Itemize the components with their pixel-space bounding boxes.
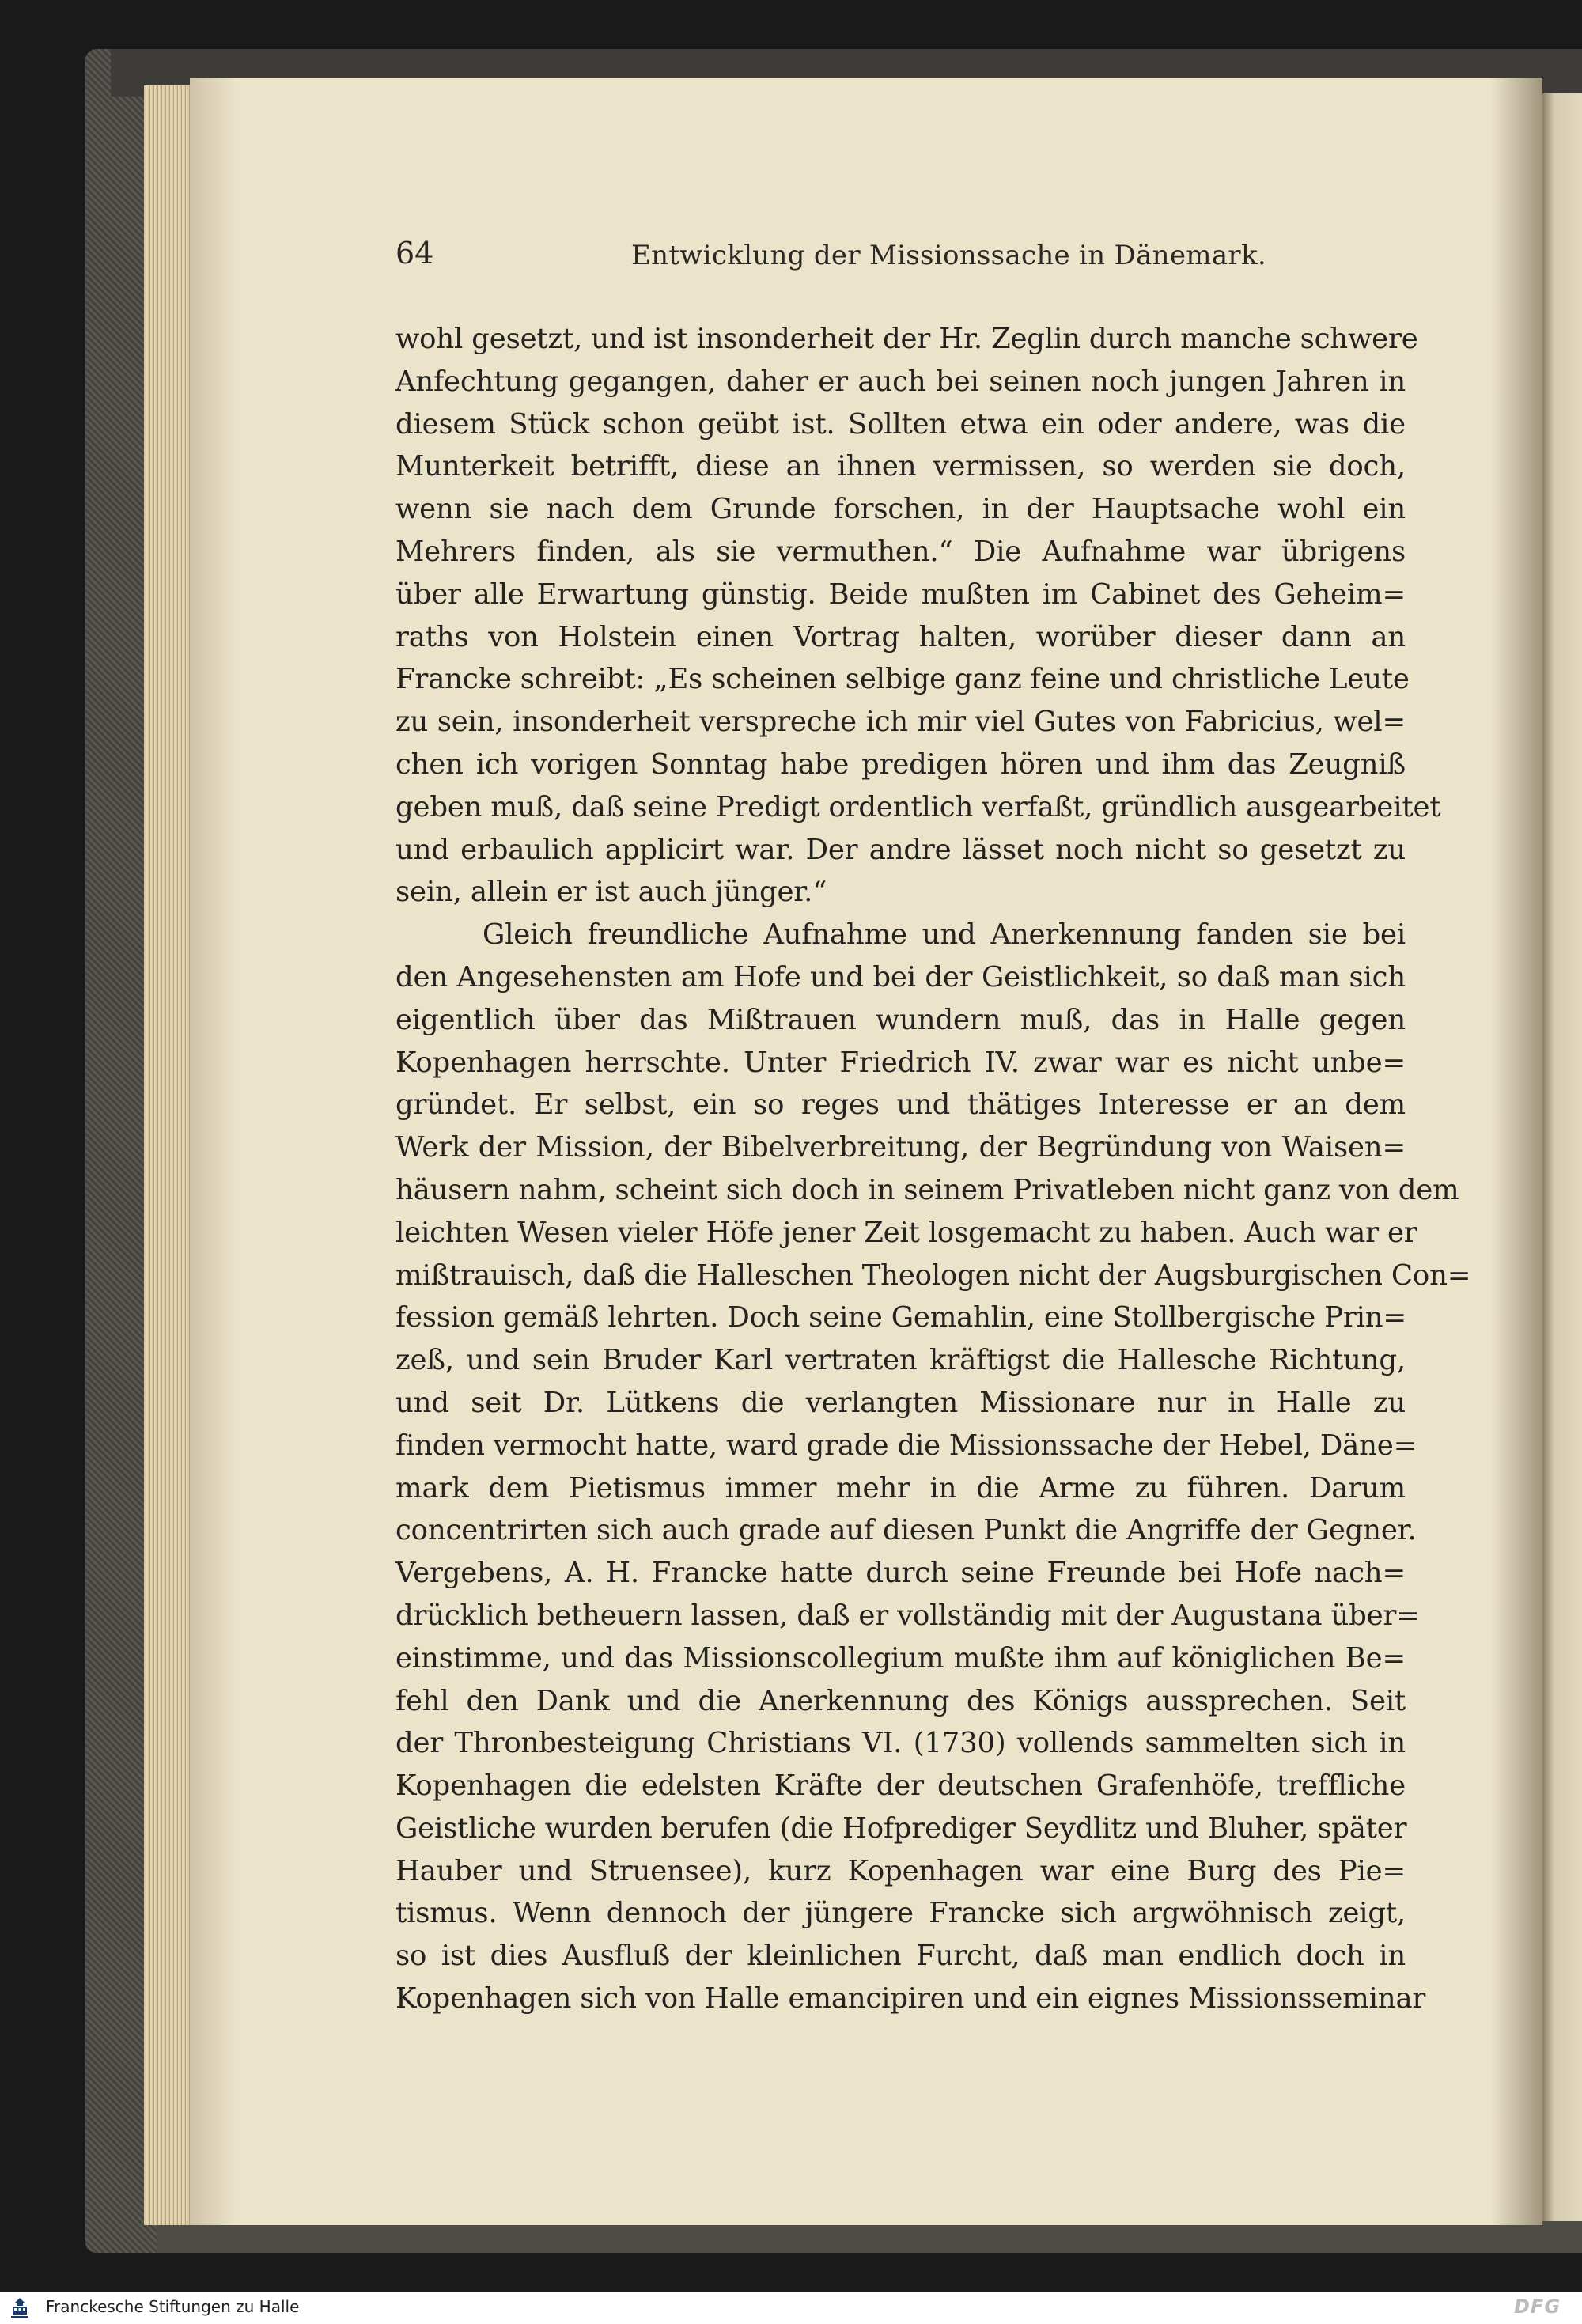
- text-line: raths von Holstein einen Vortrag halten, worüber dieser dann an: [396, 620, 1406, 653]
- page-stack-edges: [144, 85, 191, 2225]
- text-line: einstimme, und das Missionscollegium mußte ihm auf königlichen Be=: [396, 1641, 1406, 1675]
- text-line: leichten Wesen vieler Höfe jener Zeit losgemacht zu haben. Auch war er: [396, 1216, 1417, 1249]
- text-line: Werk der Mission, der Bibelverbreitung, der Begründung von Waisen=: [396, 1131, 1406, 1164]
- text-line: mißtrauisch, daß die Halleschen Theologen nicht der Augsburgischen Con=: [396, 1259, 1471, 1292]
- franckesche-stiftungen-logo-icon: [8, 2296, 32, 2321]
- text-line: mark dem Pietismus immer mehr in die Arme zu führen. Darum: [396, 1471, 1406, 1505]
- text-line: Anfechtung gegangen, daher er auch bei seinen noch jungen Jahren in: [396, 365, 1406, 398]
- text-line: drücklich betheuern lassen, daß er vollständig mit der Augustana über=: [396, 1599, 1420, 1632]
- text-line: wenn sie nach dem Grunde forschen, in der Hauptsache wohl ein: [396, 493, 1406, 526]
- facing-page-edge: [1542, 93, 1582, 2221]
- text-line: geben muß, daß seine Predigt ordentlich verfaßt, gründlich ausgearbeitet: [396, 790, 1441, 823]
- text-line: Mehrers finden, als sie vermuthen.“ Die Aufnahme war übrigens: [396, 535, 1406, 568]
- text-line: zeß, und sein Bruder Karl vertraten kräftigst die Hallesche Richtung,: [396, 1344, 1406, 1377]
- text-line: Kopenhagen sich von Halle emancipiren und ein eignes Missionsseminar: [396, 1982, 1426, 2016]
- text-line: und seit Dr. Lütkens die verlangten Missionare nur in Halle zu: [396, 1386, 1406, 1419]
- paragraph-first-line: Gleich freundliche Aufnahme und Anerkennung fanden sie bei: [483, 918, 1406, 952]
- text-line: den Angesehensten am Hofe und bei der Geistlichkeit, so daß man sich: [396, 960, 1406, 994]
- text-line: fehl den Dank und die Anerkennung des Königs aussprechen. Seit: [396, 1684, 1406, 1717]
- page-number: 64: [396, 236, 434, 271]
- text-line: Francke schreibt: „Es scheinen selbige ganz feine und christliche Leute: [396, 663, 1410, 696]
- text-line: gründet. Er selbst, ein so reges und thätiges Interesse er an dem: [396, 1088, 1406, 1122]
- text-line: finden vermocht hatte, ward grade die Missionssache der Hebel, Däne=: [396, 1429, 1417, 1462]
- running-head: [631, 240, 1264, 283]
- text-line: Munterkeit betrifft, diese an ihnen vermissen, so werden sie doch,: [396, 450, 1406, 483]
- text-line: tismus. Wenn dennoch der jüngere Francke sich argwöhnisch zeigt,: [396, 1897, 1406, 1930]
- text-line: Vergebens, A. H. Francke hatte durch seine Freunde bei Hofe nach=: [396, 1557, 1406, 1590]
- body-text: [396, 318, 1471, 2020]
- text-line: chen ich vorigen Sonntag habe predigen hören und ihm das Zeugniß: [396, 748, 1406, 781]
- text-line: Hauber und Struensee), kurz Kopenhagen war eine Burg des Pie=: [396, 1854, 1406, 1887]
- footer-institution-label: Franckesche Stiftungen zu Halle: [46, 2297, 300, 2316]
- text-line: concentrirten sich auch grade auf diesen Punkt die Angriffe der Gegner.: [396, 1514, 1417, 1547]
- text-line: Kopenhagen die edelsten Kräfte der deutschen Grafenhöfe, treffliche: [396, 1769, 1406, 1803]
- text-line: eigentlich über das Mißtrauen wundern muß, das in Halle gegen: [396, 1003, 1406, 1036]
- page-gutter-shadow: [1491, 78, 1542, 2225]
- page-shadow-left: [190, 78, 237, 2225]
- text-line: fession gemäß lehrten. Doch seine Gemahlin, eine Stollbergische Prin=: [396, 1301, 1406, 1334]
- text-line: häusern nahm, scheint sich doch in seinem Privatleben nicht ganz von dem: [396, 1173, 1459, 1206]
- running-head-text: Entwicklung der Missionssache in Dänemark.: [631, 240, 1266, 271]
- text-line: Kopenhagen herrschte. Unter Friedrich IV. zwar war es nicht unbe=: [396, 1046, 1406, 1079]
- text-line: der Thronbesteigung Christians VI. (1730) vollends sammelten sich in: [396, 1727, 1406, 1760]
- text-line: zu sein, insonderheit verspreche ich mir viel Gutes von Fabricius, wel=: [396, 706, 1406, 739]
- text-line: so ist dies Ausfluß der kleinlichen Furcht, daß man endlich doch in: [396, 1940, 1406, 1973]
- text-line: wohl gesetzt, und ist insonderheit der Hr. Zeglin durch manche schwere: [396, 323, 1418, 355]
- text-line: sein, allein er ist auch jünger.“: [396, 876, 827, 909]
- footer-dfg-logo: DFG: [1514, 2296, 1561, 2318]
- text-line: diesem Stück schon geübt ist. Sollten etwa ein oder andere, was die: [396, 407, 1406, 441]
- text-line: über alle Erwartung günstig. Beide mußten im Cabinet des Geheim=: [396, 577, 1406, 611]
- text-line: Geistliche wurden berufen (die Hofprediger Seydlitz und Bluher, später: [396, 1811, 1407, 1845]
- text-line: und erbaulich applicirt war. Der andre lässet noch nicht so gesetzt zu: [396, 833, 1406, 866]
